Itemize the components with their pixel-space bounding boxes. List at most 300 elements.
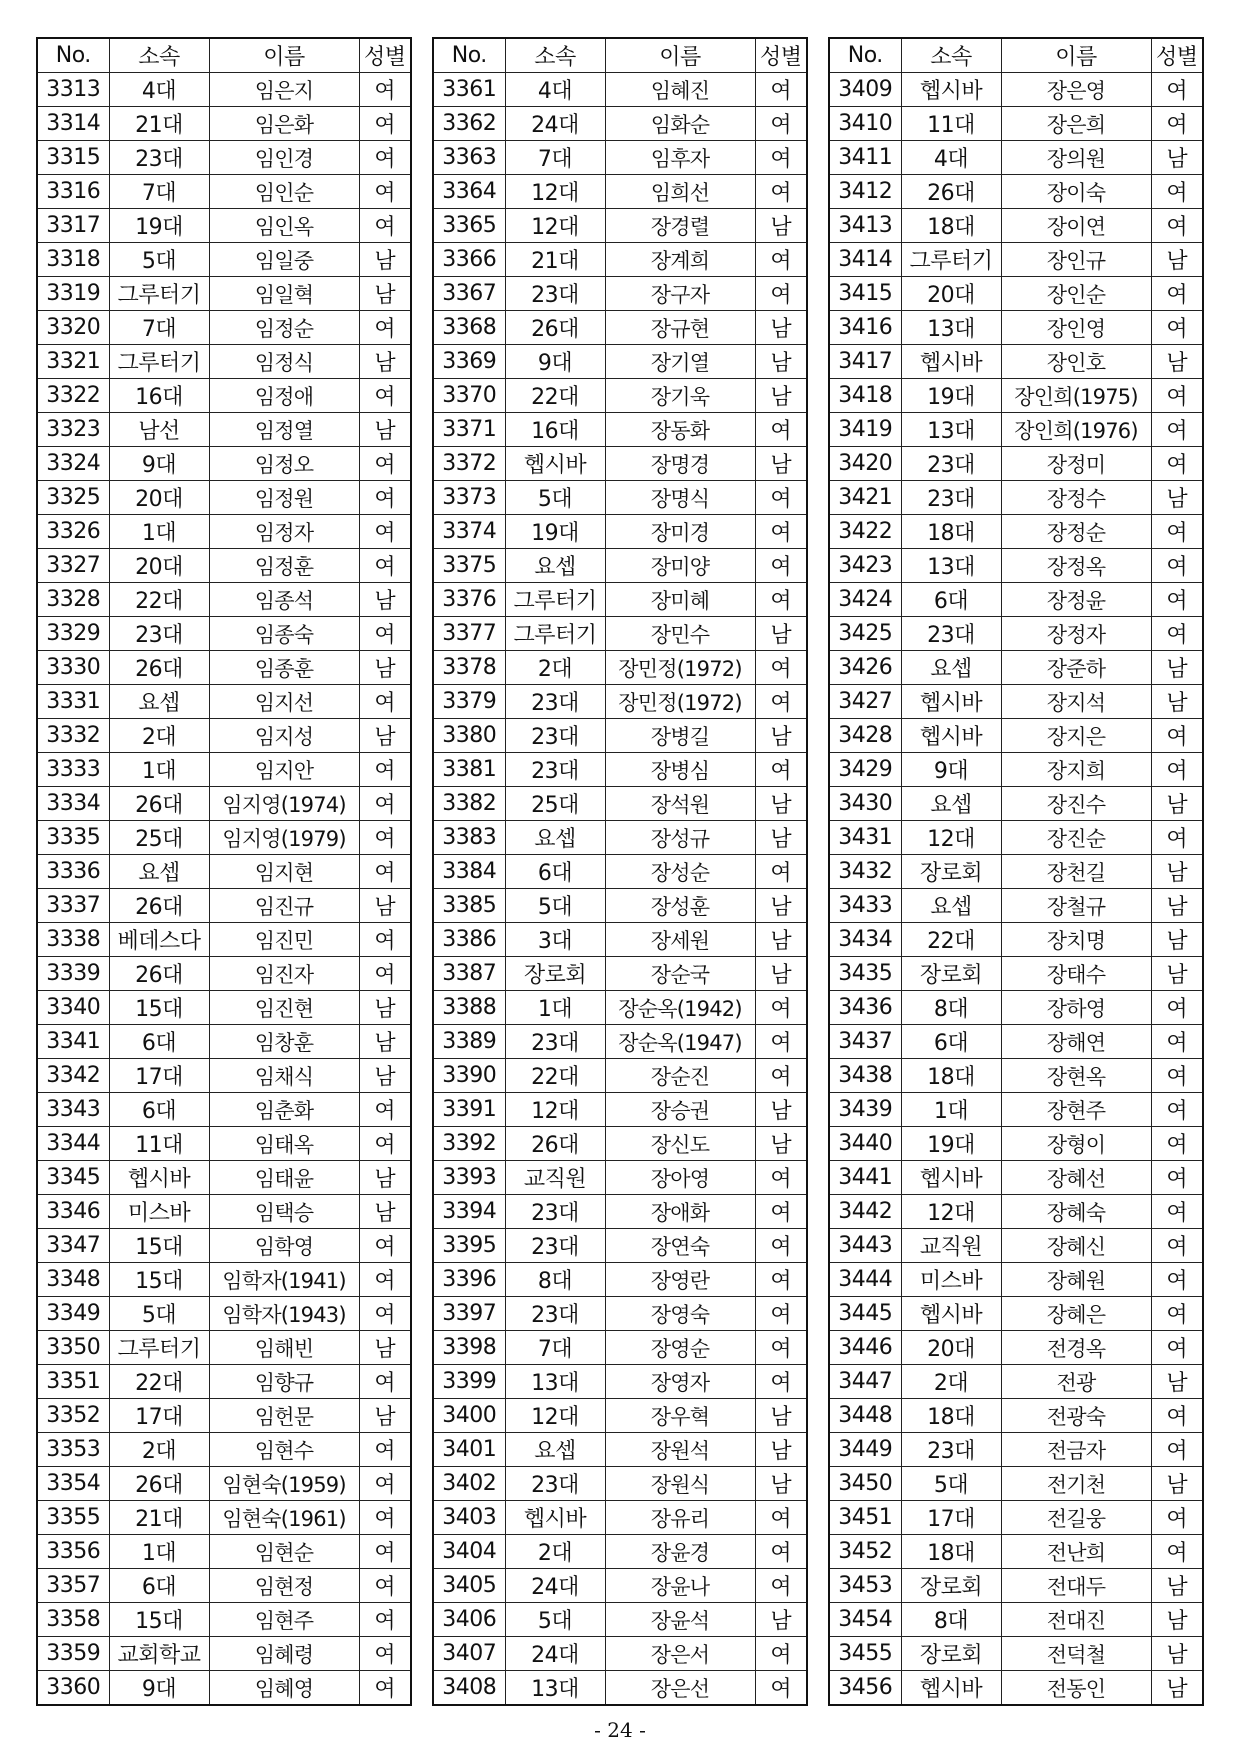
table-row	[433, 991, 807, 1025]
cell-sex: 여	[755, 1025, 807, 1059]
cell-sex: 여	[359, 821, 411, 855]
table-row	[433, 1331, 807, 1365]
cell-name: 임현숙(1959)	[209, 1467, 359, 1501]
cell-dept: 헵시바	[901, 685, 1001, 719]
header-row	[37, 38, 411, 73]
table-row	[37, 141, 411, 175]
cell-sex: 남	[755, 1433, 807, 1467]
cell-dept: 요셉	[901, 889, 1001, 923]
cell-sex: 여	[359, 447, 411, 481]
cell-sex: 남	[755, 1467, 807, 1501]
cell-no: 3399	[433, 1365, 505, 1399]
cell-name: 장유리	[605, 1501, 755, 1535]
cell-name: 임지성	[209, 719, 359, 753]
table-row	[433, 447, 807, 481]
cell-name: 장진순	[1001, 821, 1151, 855]
cell-dept: 9대	[505, 345, 605, 379]
header-name: 이름	[605, 38, 755, 73]
cell-dept: 5대	[505, 1603, 605, 1637]
cell-no: 3370	[433, 379, 505, 413]
cell-dept: 요셉	[505, 549, 605, 583]
cell-dept: 23대	[505, 1195, 605, 1229]
cell-no: 3344	[37, 1127, 109, 1161]
cell-dept: 26대	[109, 651, 209, 685]
cell-sex: 남	[755, 379, 807, 413]
table-row	[829, 209, 1203, 243]
cell-dept: 헵시바	[505, 447, 605, 481]
cell-no: 3416	[829, 311, 901, 345]
cell-dept: 7대	[505, 141, 605, 175]
table-row	[433, 73, 807, 107]
cell-dept: 5대	[109, 1297, 209, 1331]
cell-sex: 여	[359, 1229, 411, 1263]
cell-dept: 12대	[505, 209, 605, 243]
cell-dept: 1대	[109, 515, 209, 549]
cell-name: 장혜은	[1001, 1297, 1151, 1331]
cell-name: 장치명	[1001, 923, 1151, 957]
cell-no: 3433	[829, 889, 901, 923]
cell-sex: 남	[1151, 1569, 1203, 1603]
table-row	[433, 175, 807, 209]
cell-sex: 여	[755, 1331, 807, 1365]
table-row	[829, 1603, 1203, 1637]
cell-dept: 19대	[901, 379, 1001, 413]
cell-dept: 15대	[109, 1603, 209, 1637]
cell-name: 장지은	[1001, 719, 1151, 753]
table-row	[829, 957, 1203, 991]
header-no: No.	[829, 38, 901, 73]
cell-no: 3349	[37, 1297, 109, 1331]
cell-no: 3405	[433, 1569, 505, 1603]
cell-name: 장원석	[605, 1433, 755, 1467]
cell-dept: 23대	[901, 481, 1001, 515]
cell-dept: 그루터기	[109, 345, 209, 379]
cell-no: 3327	[37, 549, 109, 583]
cell-dept: 6대	[109, 1093, 209, 1127]
cell-dept: 20대	[109, 481, 209, 515]
cell-sex: 남	[1151, 1365, 1203, 1399]
cell-no: 3325	[37, 481, 109, 515]
cell-name: 장태수	[1001, 957, 1151, 991]
cell-name: 장윤석	[605, 1603, 755, 1637]
cell-no: 3341	[37, 1025, 109, 1059]
header-sex: 성별	[359, 38, 411, 73]
table-row	[37, 175, 411, 209]
cell-dept: 그루터기	[109, 277, 209, 311]
cell-no: 3323	[37, 413, 109, 447]
cell-sex: 여	[359, 107, 411, 141]
cell-no: 3436	[829, 991, 901, 1025]
roster-table-1	[36, 37, 412, 1706]
cell-name: 장경렬	[605, 209, 755, 243]
cell-no: 3380	[433, 719, 505, 753]
cell-name: 장지석	[1001, 685, 1151, 719]
cell-name: 임향규	[209, 1365, 359, 1399]
cell-sex: 남	[359, 1399, 411, 1433]
table-row	[433, 787, 807, 821]
cell-sex: 여	[359, 923, 411, 957]
cell-no: 3374	[433, 515, 505, 549]
cell-sex: 여	[755, 481, 807, 515]
table-row	[433, 1263, 807, 1297]
cell-name: 임정열	[209, 413, 359, 447]
cell-name: 장정옥	[1001, 549, 1151, 583]
cell-sex: 남	[755, 1603, 807, 1637]
cell-no: 3447	[829, 1365, 901, 1399]
table-row	[433, 1127, 807, 1161]
cell-dept: 18대	[901, 1059, 1001, 1093]
cell-name: 임진자	[209, 957, 359, 991]
cell-dept: 26대	[109, 889, 209, 923]
header-no: No.	[433, 38, 505, 73]
cell-dept: 6대	[109, 1569, 209, 1603]
cell-dept: 5대	[901, 1467, 1001, 1501]
cell-name: 장민수	[605, 617, 755, 651]
cell-dept: 요셉	[505, 821, 605, 855]
cell-sex: 여	[755, 1161, 807, 1195]
cell-name: 장구자	[605, 277, 755, 311]
cell-dept: 1대	[109, 1535, 209, 1569]
cell-name: 장준하	[1001, 651, 1151, 685]
cell-sex: 여	[755, 413, 807, 447]
cell-sex: 여	[359, 1637, 411, 1671]
table-row	[829, 753, 1203, 787]
cell-no: 3358	[37, 1603, 109, 1637]
cell-no: 3423	[829, 549, 901, 583]
cell-sex: 여	[359, 1127, 411, 1161]
cell-dept: 1대	[901, 1093, 1001, 1127]
table-row	[829, 107, 1203, 141]
cell-no: 3441	[829, 1161, 901, 1195]
table-row	[829, 1093, 1203, 1127]
cell-sex: 여	[755, 1229, 807, 1263]
cell-dept: 2대	[505, 1535, 605, 1569]
cell-dept: 6대	[901, 583, 1001, 617]
cell-dept: 2대	[505, 651, 605, 685]
cell-dept: 23대	[505, 1025, 605, 1059]
table-row	[829, 651, 1203, 685]
cell-no: 3450	[829, 1467, 901, 1501]
header-sex: 성별	[755, 38, 807, 73]
cell-sex: 여	[359, 549, 411, 583]
cell-dept: 26대	[109, 957, 209, 991]
cell-sex: 남	[755, 345, 807, 379]
cell-name: 장성순	[605, 855, 755, 889]
cell-dept: 미스바	[109, 1195, 209, 1229]
table-row	[829, 1025, 1203, 1059]
cell-no: 3422	[829, 515, 901, 549]
table-row	[829, 1467, 1203, 1501]
cell-sex: 남	[755, 1399, 807, 1433]
cell-dept: 8대	[505, 1263, 605, 1297]
cell-name: 장성규	[605, 821, 755, 855]
header-row	[829, 38, 1203, 73]
roster-table-3	[828, 37, 1204, 1706]
cell-sex: 여	[755, 1637, 807, 1671]
cell-no: 3427	[829, 685, 901, 719]
cell-dept: 5대	[109, 243, 209, 277]
cell-sex: 여	[1151, 991, 1203, 1025]
cell-sex: 여	[359, 1603, 411, 1637]
cell-name: 장우혁	[605, 1399, 755, 1433]
cell-sex: 남	[1151, 787, 1203, 821]
cell-sex: 여	[755, 243, 807, 277]
cell-dept: 2대	[109, 719, 209, 753]
cell-name: 전길웅	[1001, 1501, 1151, 1535]
cell-name: 장순국	[605, 957, 755, 991]
cell-no: 3386	[433, 923, 505, 957]
cell-dept: 4대	[901, 141, 1001, 175]
cell-dept: 7대	[109, 311, 209, 345]
cell-sex: 남	[755, 1093, 807, 1127]
cell-name: 장명경	[605, 447, 755, 481]
cell-name: 장정수	[1001, 481, 1151, 515]
cell-dept: 18대	[901, 1535, 1001, 1569]
table-row	[433, 141, 807, 175]
table-row	[433, 1637, 807, 1671]
cell-dept: 18대	[901, 209, 1001, 243]
cell-no: 3353	[37, 1433, 109, 1467]
cell-sex: 여	[755, 1569, 807, 1603]
cell-no: 3340	[37, 991, 109, 1025]
cell-no: 3363	[433, 141, 505, 175]
cell-no: 3438	[829, 1059, 901, 1093]
cell-no: 3339	[37, 957, 109, 991]
cell-no: 3411	[829, 141, 901, 175]
cell-sex: 남	[359, 1059, 411, 1093]
cell-sex: 여	[755, 753, 807, 787]
cell-no: 3417	[829, 345, 901, 379]
table-row	[37, 1195, 411, 1229]
cell-no: 3452	[829, 1535, 901, 1569]
cell-sex: 여	[1151, 1399, 1203, 1433]
table-row	[829, 277, 1203, 311]
cell-name: 임지안	[209, 753, 359, 787]
cell-dept: 9대	[901, 753, 1001, 787]
table-row	[433, 277, 807, 311]
cell-dept: 요셉	[109, 855, 209, 889]
table-row	[433, 685, 807, 719]
cell-sex: 남	[755, 1127, 807, 1161]
cell-sex: 여	[1151, 719, 1203, 753]
cell-name: 전광	[1001, 1365, 1151, 1399]
cell-name: 장영란	[605, 1263, 755, 1297]
table-row	[433, 1229, 807, 1263]
cell-sex: 남	[1151, 481, 1203, 515]
cell-name: 임혜진	[605, 73, 755, 107]
cell-dept: 9대	[109, 1671, 209, 1706]
cell-dept: 23대	[505, 1297, 605, 1331]
header-no: No.	[37, 38, 109, 73]
cell-dept: 7대	[109, 175, 209, 209]
table-row	[829, 1331, 1203, 1365]
cell-dept: 헵시바	[901, 73, 1001, 107]
cell-dept: 13대	[505, 1671, 605, 1706]
table-row	[829, 1127, 1203, 1161]
table-row	[829, 1161, 1203, 1195]
table-row	[37, 1501, 411, 1535]
table-row	[829, 583, 1203, 617]
cell-no: 3359	[37, 1637, 109, 1671]
table-row	[433, 345, 807, 379]
cell-name: 임진민	[209, 923, 359, 957]
cell-dept: 요셉	[505, 1433, 605, 1467]
cell-name: 장정윤	[1001, 583, 1151, 617]
cell-dept: 15대	[109, 1229, 209, 1263]
cell-sex: 여	[1151, 1161, 1203, 1195]
cell-sex: 남	[1151, 141, 1203, 175]
cell-sex: 여	[1151, 1535, 1203, 1569]
cell-no: 3444	[829, 1263, 901, 1297]
cell-no: 3439	[829, 1093, 901, 1127]
table-row	[829, 1535, 1203, 1569]
table-row	[829, 685, 1203, 719]
table-row	[37, 1399, 411, 1433]
cell-no: 3421	[829, 481, 901, 515]
table-row	[829, 1671, 1203, 1706]
cell-name: 장이숙	[1001, 175, 1151, 209]
cell-no: 3430	[829, 787, 901, 821]
cell-sex: 남	[1151, 957, 1203, 991]
table-row	[433, 1195, 807, 1229]
cell-no: 3331	[37, 685, 109, 719]
cell-dept: 24대	[505, 107, 605, 141]
table-row	[433, 1501, 807, 1535]
table-row	[37, 651, 411, 685]
cell-sex: 남	[359, 345, 411, 379]
cell-dept: 25대	[109, 821, 209, 855]
cell-dept: 6대	[901, 1025, 1001, 1059]
cell-no: 3336	[37, 855, 109, 889]
cell-name: 장혜신	[1001, 1229, 1151, 1263]
table-row	[433, 651, 807, 685]
table-row	[433, 311, 807, 345]
table-row	[37, 515, 411, 549]
cell-name: 임정순	[209, 311, 359, 345]
cell-sex: 여	[755, 1195, 807, 1229]
cell-dept: 22대	[109, 1365, 209, 1399]
cell-dept: 장로회	[901, 855, 1001, 889]
cell-name: 장현옥	[1001, 1059, 1151, 1093]
cell-sex: 여	[755, 583, 807, 617]
cell-name: 임지선	[209, 685, 359, 719]
table-row	[37, 1535, 411, 1569]
cell-name: 전대진	[1001, 1603, 1151, 1637]
cell-name: 전동인	[1001, 1671, 1151, 1706]
cell-sex: 남	[1151, 685, 1203, 719]
cell-name: 장이연	[1001, 209, 1151, 243]
table-row	[37, 583, 411, 617]
table-row	[433, 379, 807, 413]
cell-no: 3346	[37, 1195, 109, 1229]
cell-no: 3382	[433, 787, 505, 821]
cell-name: 임은지	[209, 73, 359, 107]
table-row	[37, 1127, 411, 1161]
cell-name: 장승권	[605, 1093, 755, 1127]
table-row	[829, 1365, 1203, 1399]
cell-dept: 26대	[901, 175, 1001, 209]
cell-sex: 남	[755, 209, 807, 243]
cell-name: 장혜숙	[1001, 1195, 1151, 1229]
cell-sex: 여	[1151, 549, 1203, 583]
cell-name: 장기열	[605, 345, 755, 379]
cell-name: 임인옥	[209, 209, 359, 243]
cell-name: 장신도	[605, 1127, 755, 1161]
cell-no: 3406	[433, 1603, 505, 1637]
cell-name: 임정원	[209, 481, 359, 515]
cell-name: 장은선	[605, 1671, 755, 1706]
table-row	[37, 73, 411, 107]
cell-name: 임현정	[209, 1569, 359, 1603]
table-row	[829, 243, 1203, 277]
cell-dept: 헵시바	[901, 1671, 1001, 1706]
cell-dept: 12대	[901, 1195, 1001, 1229]
cell-name: 임종훈	[209, 651, 359, 685]
table-row	[37, 1263, 411, 1297]
cell-no: 3445	[829, 1297, 901, 1331]
cell-no: 3329	[37, 617, 109, 651]
cell-sex: 남	[755, 719, 807, 753]
cell-dept: 11대	[901, 107, 1001, 141]
cell-no: 3377	[433, 617, 505, 651]
cell-dept: 1대	[505, 991, 605, 1025]
table-row	[433, 1671, 807, 1706]
cell-dept: 교회학교	[109, 1637, 209, 1671]
table-row	[829, 1229, 1203, 1263]
cell-name: 전광숙	[1001, 1399, 1151, 1433]
cell-dept: 11대	[109, 1127, 209, 1161]
cell-no: 3413	[829, 209, 901, 243]
cell-dept: 23대	[901, 617, 1001, 651]
cell-sex: 여	[1151, 1059, 1203, 1093]
table-row	[37, 1365, 411, 1399]
cell-sex: 여	[1151, 209, 1203, 243]
table-row	[37, 1569, 411, 1603]
table-row	[37, 1331, 411, 1365]
cell-name: 장병길	[605, 719, 755, 753]
cell-name: 임혜영	[209, 1671, 359, 1706]
cell-dept: 요셉	[109, 685, 209, 719]
cell-name: 장성훈	[605, 889, 755, 923]
cell-no: 3455	[829, 1637, 901, 1671]
table-row	[829, 1195, 1203, 1229]
cell-no: 3330	[37, 651, 109, 685]
table-row	[37, 413, 411, 447]
cell-name: 장은서	[605, 1637, 755, 1671]
cell-sex: 여	[359, 481, 411, 515]
cell-name: 장해연	[1001, 1025, 1151, 1059]
cell-no: 3356	[37, 1535, 109, 1569]
cell-dept: 헵시바	[901, 719, 1001, 753]
cell-no: 3431	[829, 821, 901, 855]
cell-sex: 남	[1151, 1671, 1203, 1706]
cell-dept: 23대	[901, 1433, 1001, 1467]
cell-name: 전난희	[1001, 1535, 1151, 1569]
cell-sex: 여	[359, 141, 411, 175]
cell-no: 3449	[829, 1433, 901, 1467]
table-row	[829, 1059, 1203, 1093]
cell-dept: 18대	[901, 515, 1001, 549]
cell-sex: 여	[1151, 73, 1203, 107]
table-row	[433, 1569, 807, 1603]
cell-no: 3362	[433, 107, 505, 141]
cell-no: 3415	[829, 277, 901, 311]
cell-no: 3404	[433, 1535, 505, 1569]
cell-sex: 여	[1151, 1263, 1203, 1297]
cell-name: 임춘화	[209, 1093, 359, 1127]
cell-no: 3393	[433, 1161, 505, 1195]
cell-dept: 8대	[901, 991, 1001, 1025]
